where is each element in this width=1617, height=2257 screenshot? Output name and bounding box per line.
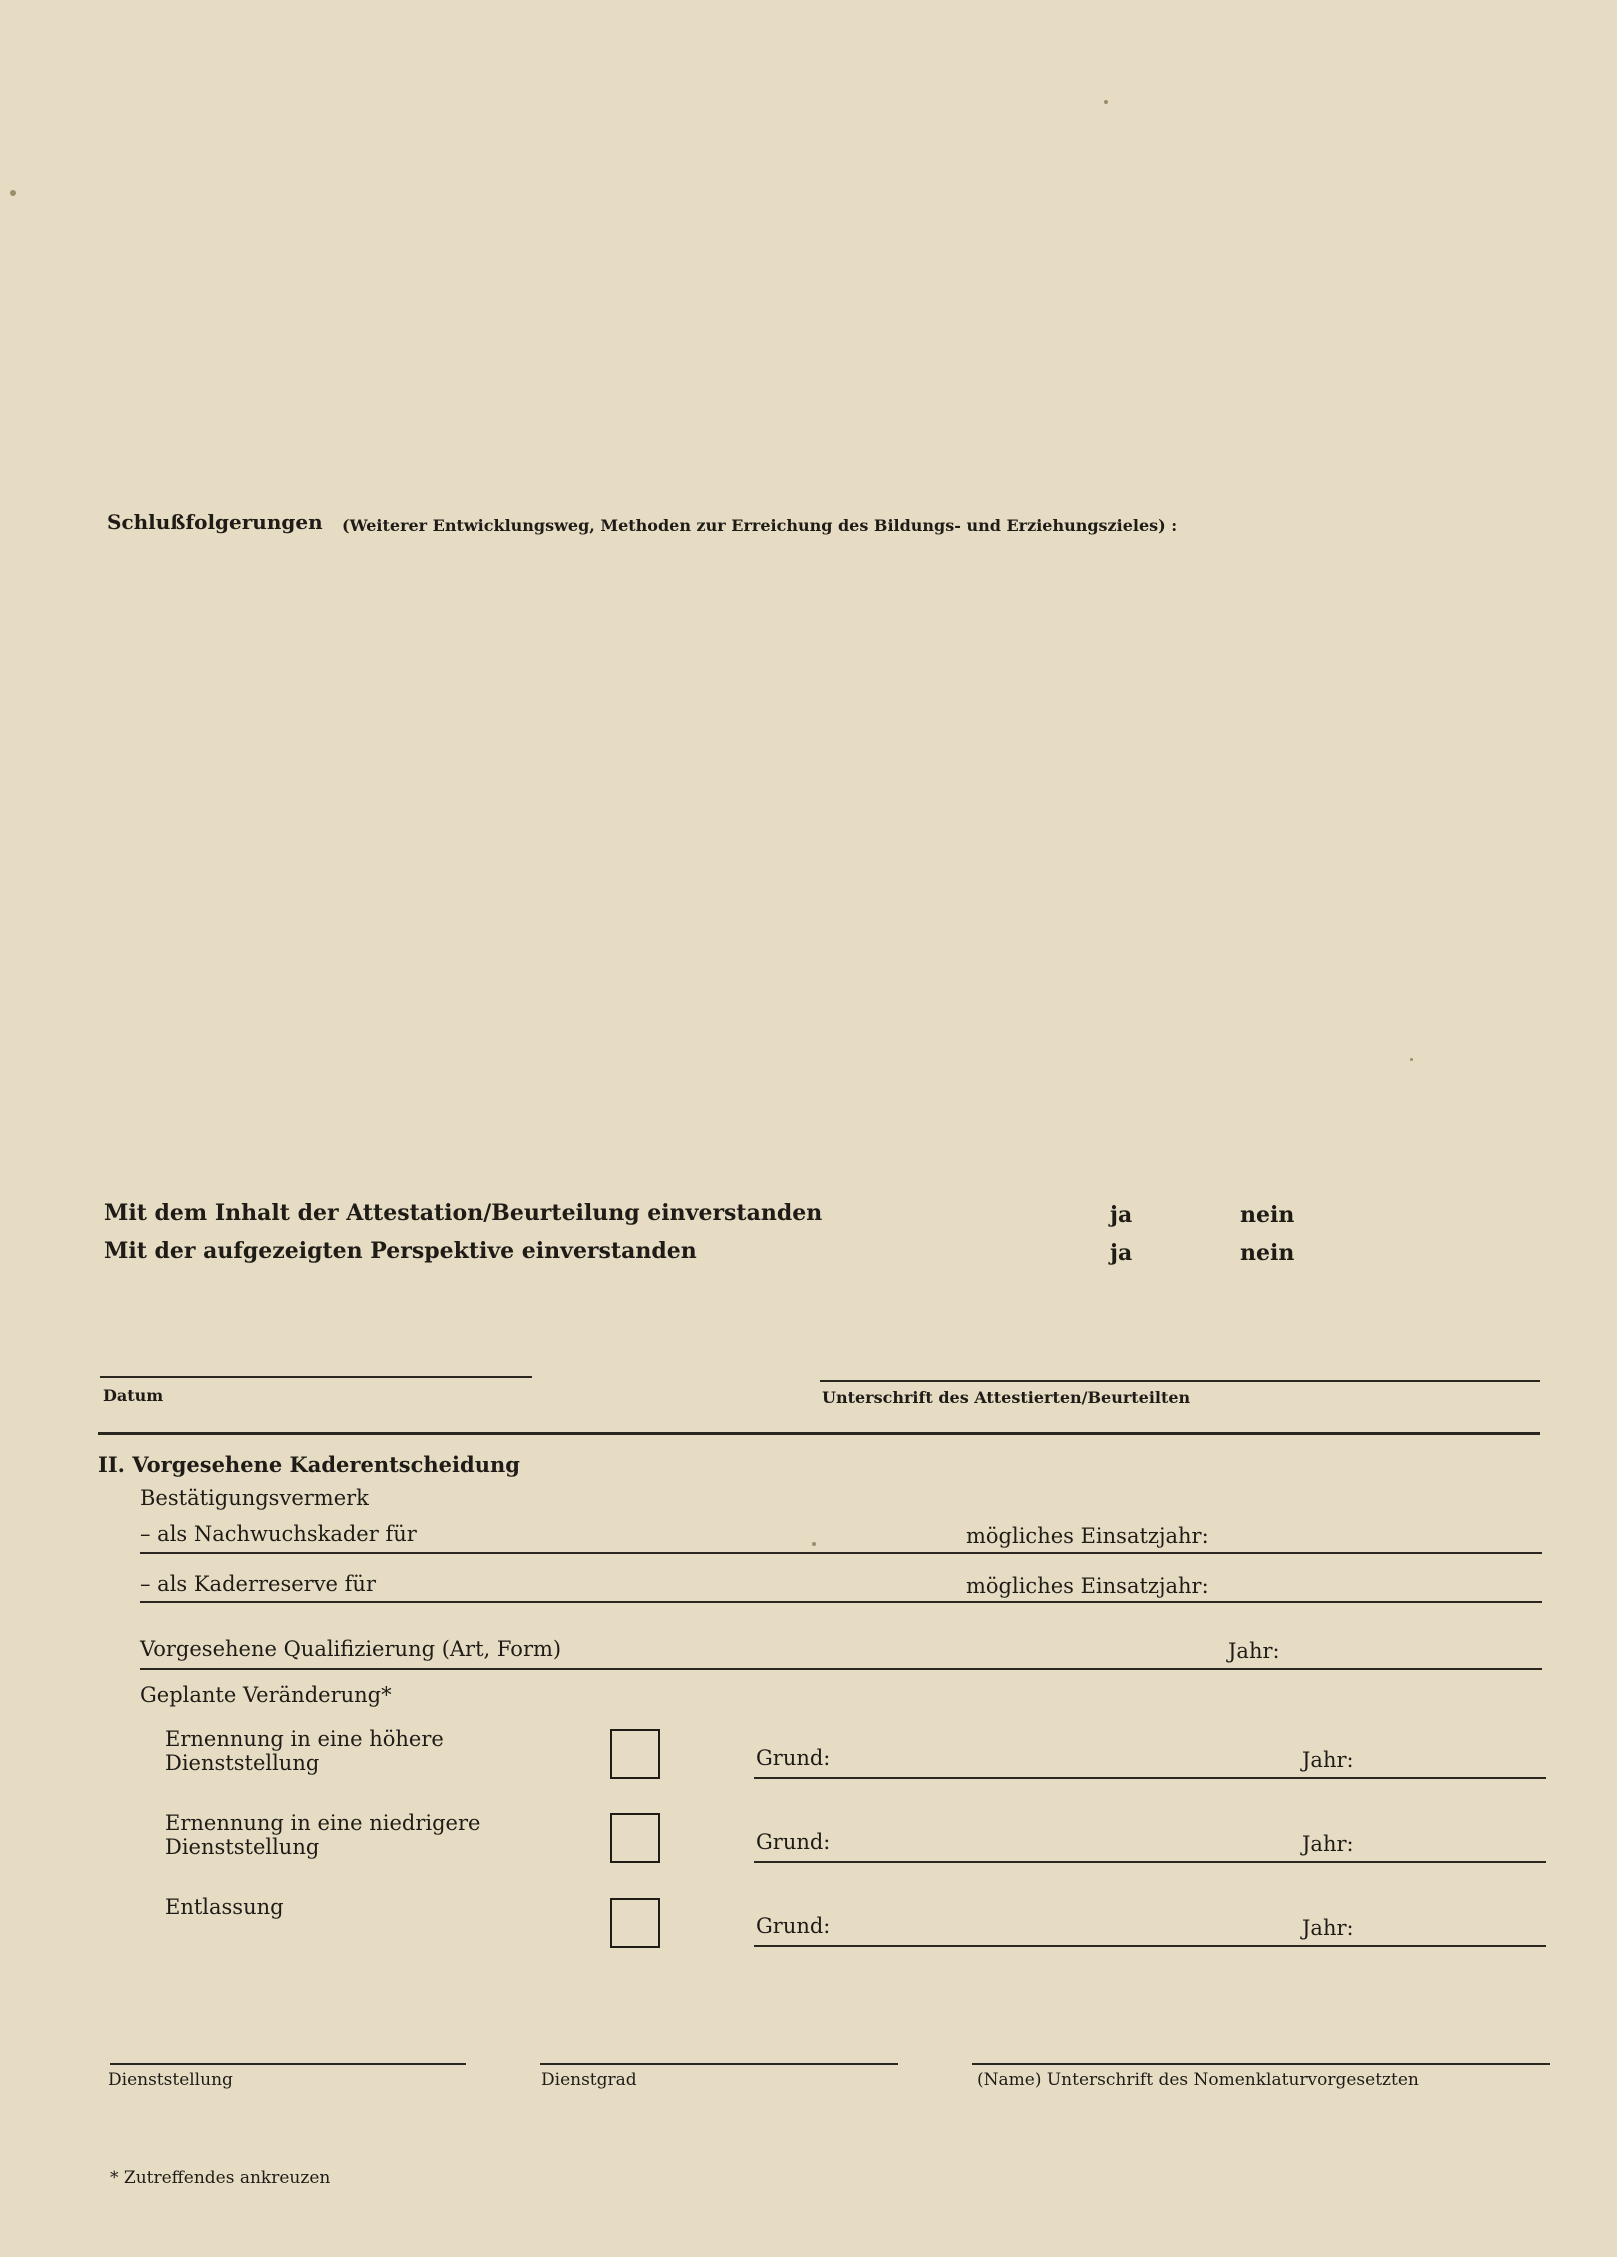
position-label: Dienststellung xyxy=(108,2070,233,2090)
agreement-perspective-label: Mit der aufgezeigten Perspektive einverstanden xyxy=(104,1238,697,1264)
planned-change-label: Geplante Veränderung* xyxy=(140,1683,392,1707)
agreement-content-yes[interactable]: ja xyxy=(1110,1202,1133,1228)
junior-cadre-line[interactable] xyxy=(140,1552,1542,1554)
cadre-reserve-line[interactable] xyxy=(140,1601,1542,1603)
rank-label: Dienstgrad xyxy=(541,2070,637,2090)
demotion-checkbox[interactable] xyxy=(610,1813,660,1863)
change-dismissal-line1: Entlassung xyxy=(165,1895,284,1919)
change-promotion-line1: Ernennung in eine höhere xyxy=(165,1727,444,1751)
paper-speck xyxy=(1104,100,1108,104)
promotion-checkbox[interactable] xyxy=(610,1729,660,1779)
dismissal-reason-line[interactable] xyxy=(754,1945,1546,1947)
demotion-grund-label: Grund: xyxy=(756,1830,831,1854)
dismissal-jahr-label: Jahr: xyxy=(1302,1916,1354,1940)
promotion-jahr-label: Jahr: xyxy=(1302,1748,1354,1772)
change-demotion-line1: Ernennung in eine niedrigere xyxy=(165,1811,481,1835)
position-line[interactable] xyxy=(110,2063,466,2065)
supervisor-signature-label: (Name) Unterschrift des Nomenklaturvorgesetzten xyxy=(977,2070,1419,2090)
agreement-perspective-yes[interactable]: ja xyxy=(1110,1240,1133,1266)
qualification-line[interactable] xyxy=(140,1668,1542,1670)
supervisor-signature-line[interactable] xyxy=(972,2063,1550,2065)
section-divider xyxy=(98,1432,1540,1435)
signature-assessed-line[interactable] xyxy=(820,1380,1540,1382)
agreement-content-label: Mit dem Inhalt der Attestation/Beurteilung einverstanden xyxy=(104,1200,823,1226)
demotion-reason-line[interactable] xyxy=(754,1861,1546,1863)
qualification-year-label: Jahr: xyxy=(1228,1639,1280,1663)
cadre-reserve-label: – als Kaderreserve für xyxy=(140,1572,376,1596)
signature-assessed-label: Unterschrift des Attestierten/Beurteilten xyxy=(822,1388,1191,1407)
section2-heading: II. Vorgesehene Kaderentscheidung xyxy=(98,1452,520,1477)
promotion-grund-label: Grund: xyxy=(756,1746,831,1770)
conclusions-heading: Schlußfolgerungen xyxy=(107,510,323,534)
footnote: * Zutreffendes ankreuzen xyxy=(110,2168,331,2188)
agreement-content-no[interactable]: nein xyxy=(1240,1202,1295,1228)
conclusions-subtitle: (Weiterer Entwicklungsweg, Methoden zur Erreichung des Bildungs- und Erziehungszieles) : xyxy=(342,516,1178,535)
paper-speck xyxy=(10,190,16,196)
confirmation-label: Bestätigungsvermerk xyxy=(140,1486,369,1510)
qualification-label: Vorgesehene Qualifizierung (Art, Form) xyxy=(140,1637,562,1661)
agreement-perspective-no[interactable]: nein xyxy=(1240,1240,1295,1266)
change-promotion-line2: Dienststellung xyxy=(165,1751,320,1775)
change-demotion-line2: Dienststellung xyxy=(165,1835,320,1859)
date-label: Datum xyxy=(103,1386,164,1405)
date-line[interactable] xyxy=(100,1376,532,1378)
demotion-jahr-label: Jahr: xyxy=(1302,1832,1354,1856)
dismissal-grund-label: Grund: xyxy=(756,1914,831,1938)
junior-cadre-label: – als Nachwuchskader für xyxy=(140,1522,417,1546)
paper-speck xyxy=(812,1542,816,1546)
rank-line[interactable] xyxy=(540,2063,898,2065)
promotion-reason-line[interactable] xyxy=(754,1777,1546,1779)
conclusions-text-area[interactable] xyxy=(107,545,1537,1165)
dismissal-checkbox[interactable] xyxy=(610,1898,660,1948)
cadre-reserve-year-label: mögliches Einsatzjahr: xyxy=(966,1574,1209,1598)
junior-cadre-year-label: mögliches Einsatzjahr: xyxy=(966,1524,1209,1548)
